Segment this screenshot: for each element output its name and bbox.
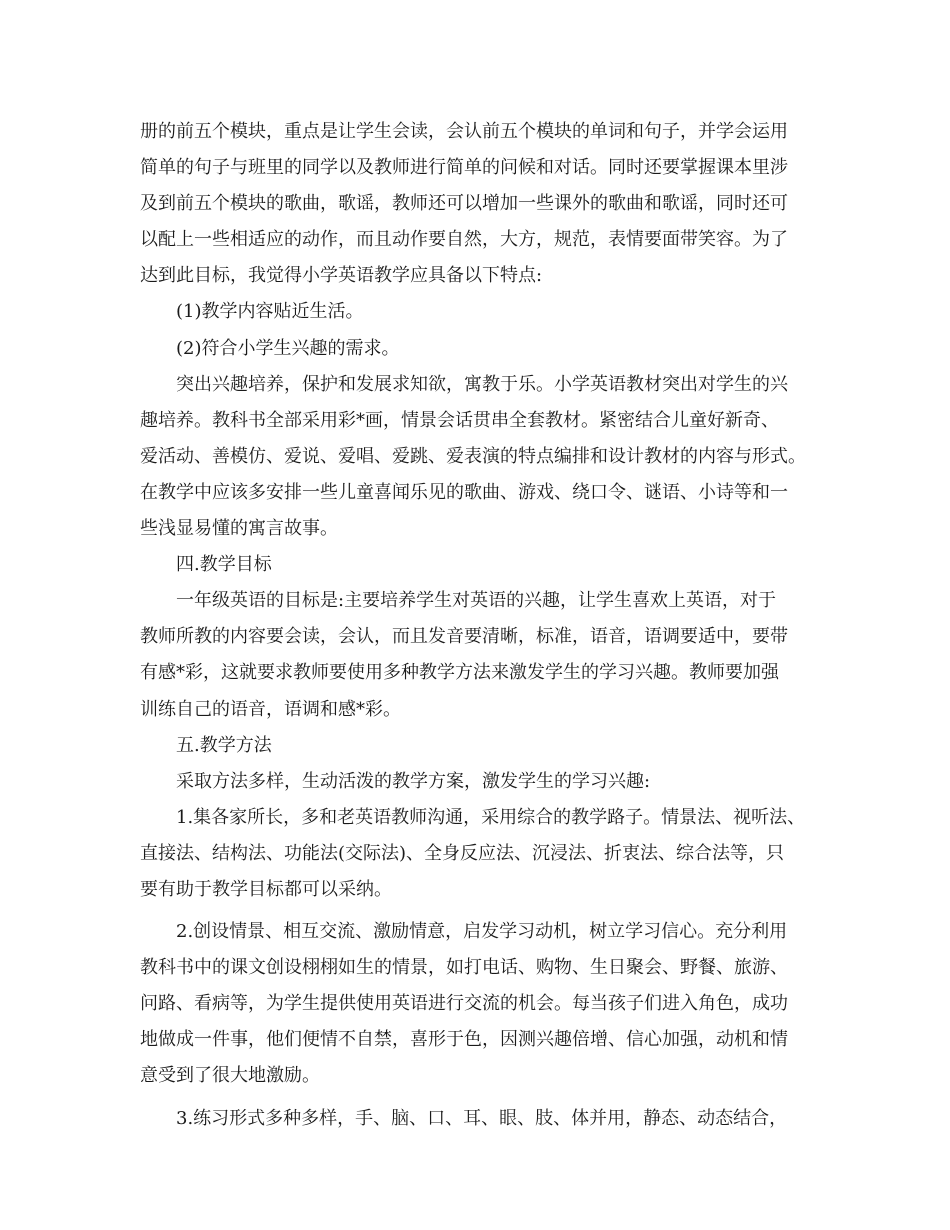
method-item-1 — [140, 800, 830, 908]
text-line: 意受到了很大地激励。 — [140, 1065, 320, 1087]
method-item-3 — [140, 1101, 830, 1137]
text-line: 突出兴趣培养，保护和发展求知欲，寓教于乐。小学英语教材突出对学生的兴 — [176, 373, 788, 395]
text-line: 2.创设情景、相互交流、激励情意，启发学习动机，树立学习信心。充分利用 — [176, 921, 788, 943]
method-item-2 — [140, 914, 830, 1094]
text-line: 一年级英语的目标是:主要培养学生对英语的兴趣，让学生喜欢上英语，对于 — [176, 590, 777, 612]
text-line: 要有助于教学目标都可以采纳。 — [140, 878, 392, 900]
text-line: 采取方法多样，生动活泼的教学方案，激发学生的学习兴趣: — [176, 770, 651, 792]
text-line: 1.集各家所长，多和老英语教师沟通，采用综合的教学路子。情景法、视听法、 — [176, 806, 806, 828]
text-line: 问路、看病等，为学生提供使用英语进行交流的机会。每当孩子们进入角色，成功 — [140, 993, 788, 1015]
document-body — [140, 114, 830, 1137]
section-heading-teaching-methods — [140, 728, 830, 764]
paragraph-goals-intro — [140, 114, 830, 294]
text-line: (2)符合小学生兴趣的需求。 — [176, 337, 400, 359]
paragraph-interest — [140, 367, 830, 547]
section-heading: 四.教学目标 — [176, 554, 272, 576]
text-line: 册的前五个模块，重点是让学生会读，会认前五个模块的单词和句子，并学会运用 — [140, 121, 788, 142]
text-line: (1)教学内容贴近生活。 — [176, 301, 364, 323]
text-line: 教科书中的课文创设栩栩如生的情景，如打电话、购物、生日聚会、野餐、旅游、 — [140, 957, 788, 979]
text-line: 及到前五个模块的歌曲，歌谣，教师还可以增加一些课外的歌曲和歌谣，同时还可 — [140, 193, 788, 215]
section-heading: 五.教学方法 — [176, 734, 272, 756]
text-line: 爱活动、善模仿、爱说、爱唱、爱跳、爱表演的特点编排和设计教材的内容与形式。 — [140, 445, 806, 467]
text-line: 在教学中应该多安排一些儿童喜闻乐见的歌曲、游戏、绕口令、谜语、小诗等和一 — [140, 481, 788, 503]
text-line: 直接法、结构法、功能法(交际法)、全身反应法、沉浸法、折衷法、综合法等，只 — [140, 842, 785, 864]
list-item-2 — [140, 331, 830, 367]
text-line: 趣培养。教科书全部采用彩*画，情景会话贯串全套教材。紧密结合儿童好新奇、 — [140, 409, 779, 431]
text-line: 有感*彩，这就要求教师要使用多种教学方法来激发学生的学习兴趣。教师要加强 — [140, 662, 779, 684]
paragraph-grade-one-goals — [140, 583, 830, 727]
text-line: 些浅显易懂的寓言故事。 — [140, 518, 338, 540]
text-line: 以配上一些相适应的动作，而且动作要自然，大方，规范，表情要面带笑容。为了 — [140, 229, 788, 251]
paragraph-methods-intro — [140, 764, 830, 800]
text-line: 教师所教的内容要会读，会认，而且发音要清晰，标准，语音，语调要适中，要带 — [140, 626, 788, 648]
text-line: 训练自己的语音，语调和感*彩。 — [140, 698, 401, 720]
text-line: 3.练习形式多种多样，手、脑、口、耳、眼、肢、体并用，静态、动态结合， — [176, 1107, 788, 1129]
text-line: 地做成一件事，他们便情不自禁，喜形于色，因测兴趣倍增、信心加强，动机和情 — [140, 1029, 788, 1051]
text-line: 简单的句子与班里的同学以及教师进行简单的问候和对话。同时还要掌握课本里涉 — [140, 157, 788, 179]
text-line: 达到此目标，我觉得小学英语教学应具备以下特点: — [140, 265, 543, 287]
section-heading-teaching-goals — [140, 547, 830, 583]
list-item-1 — [140, 294, 830, 330]
